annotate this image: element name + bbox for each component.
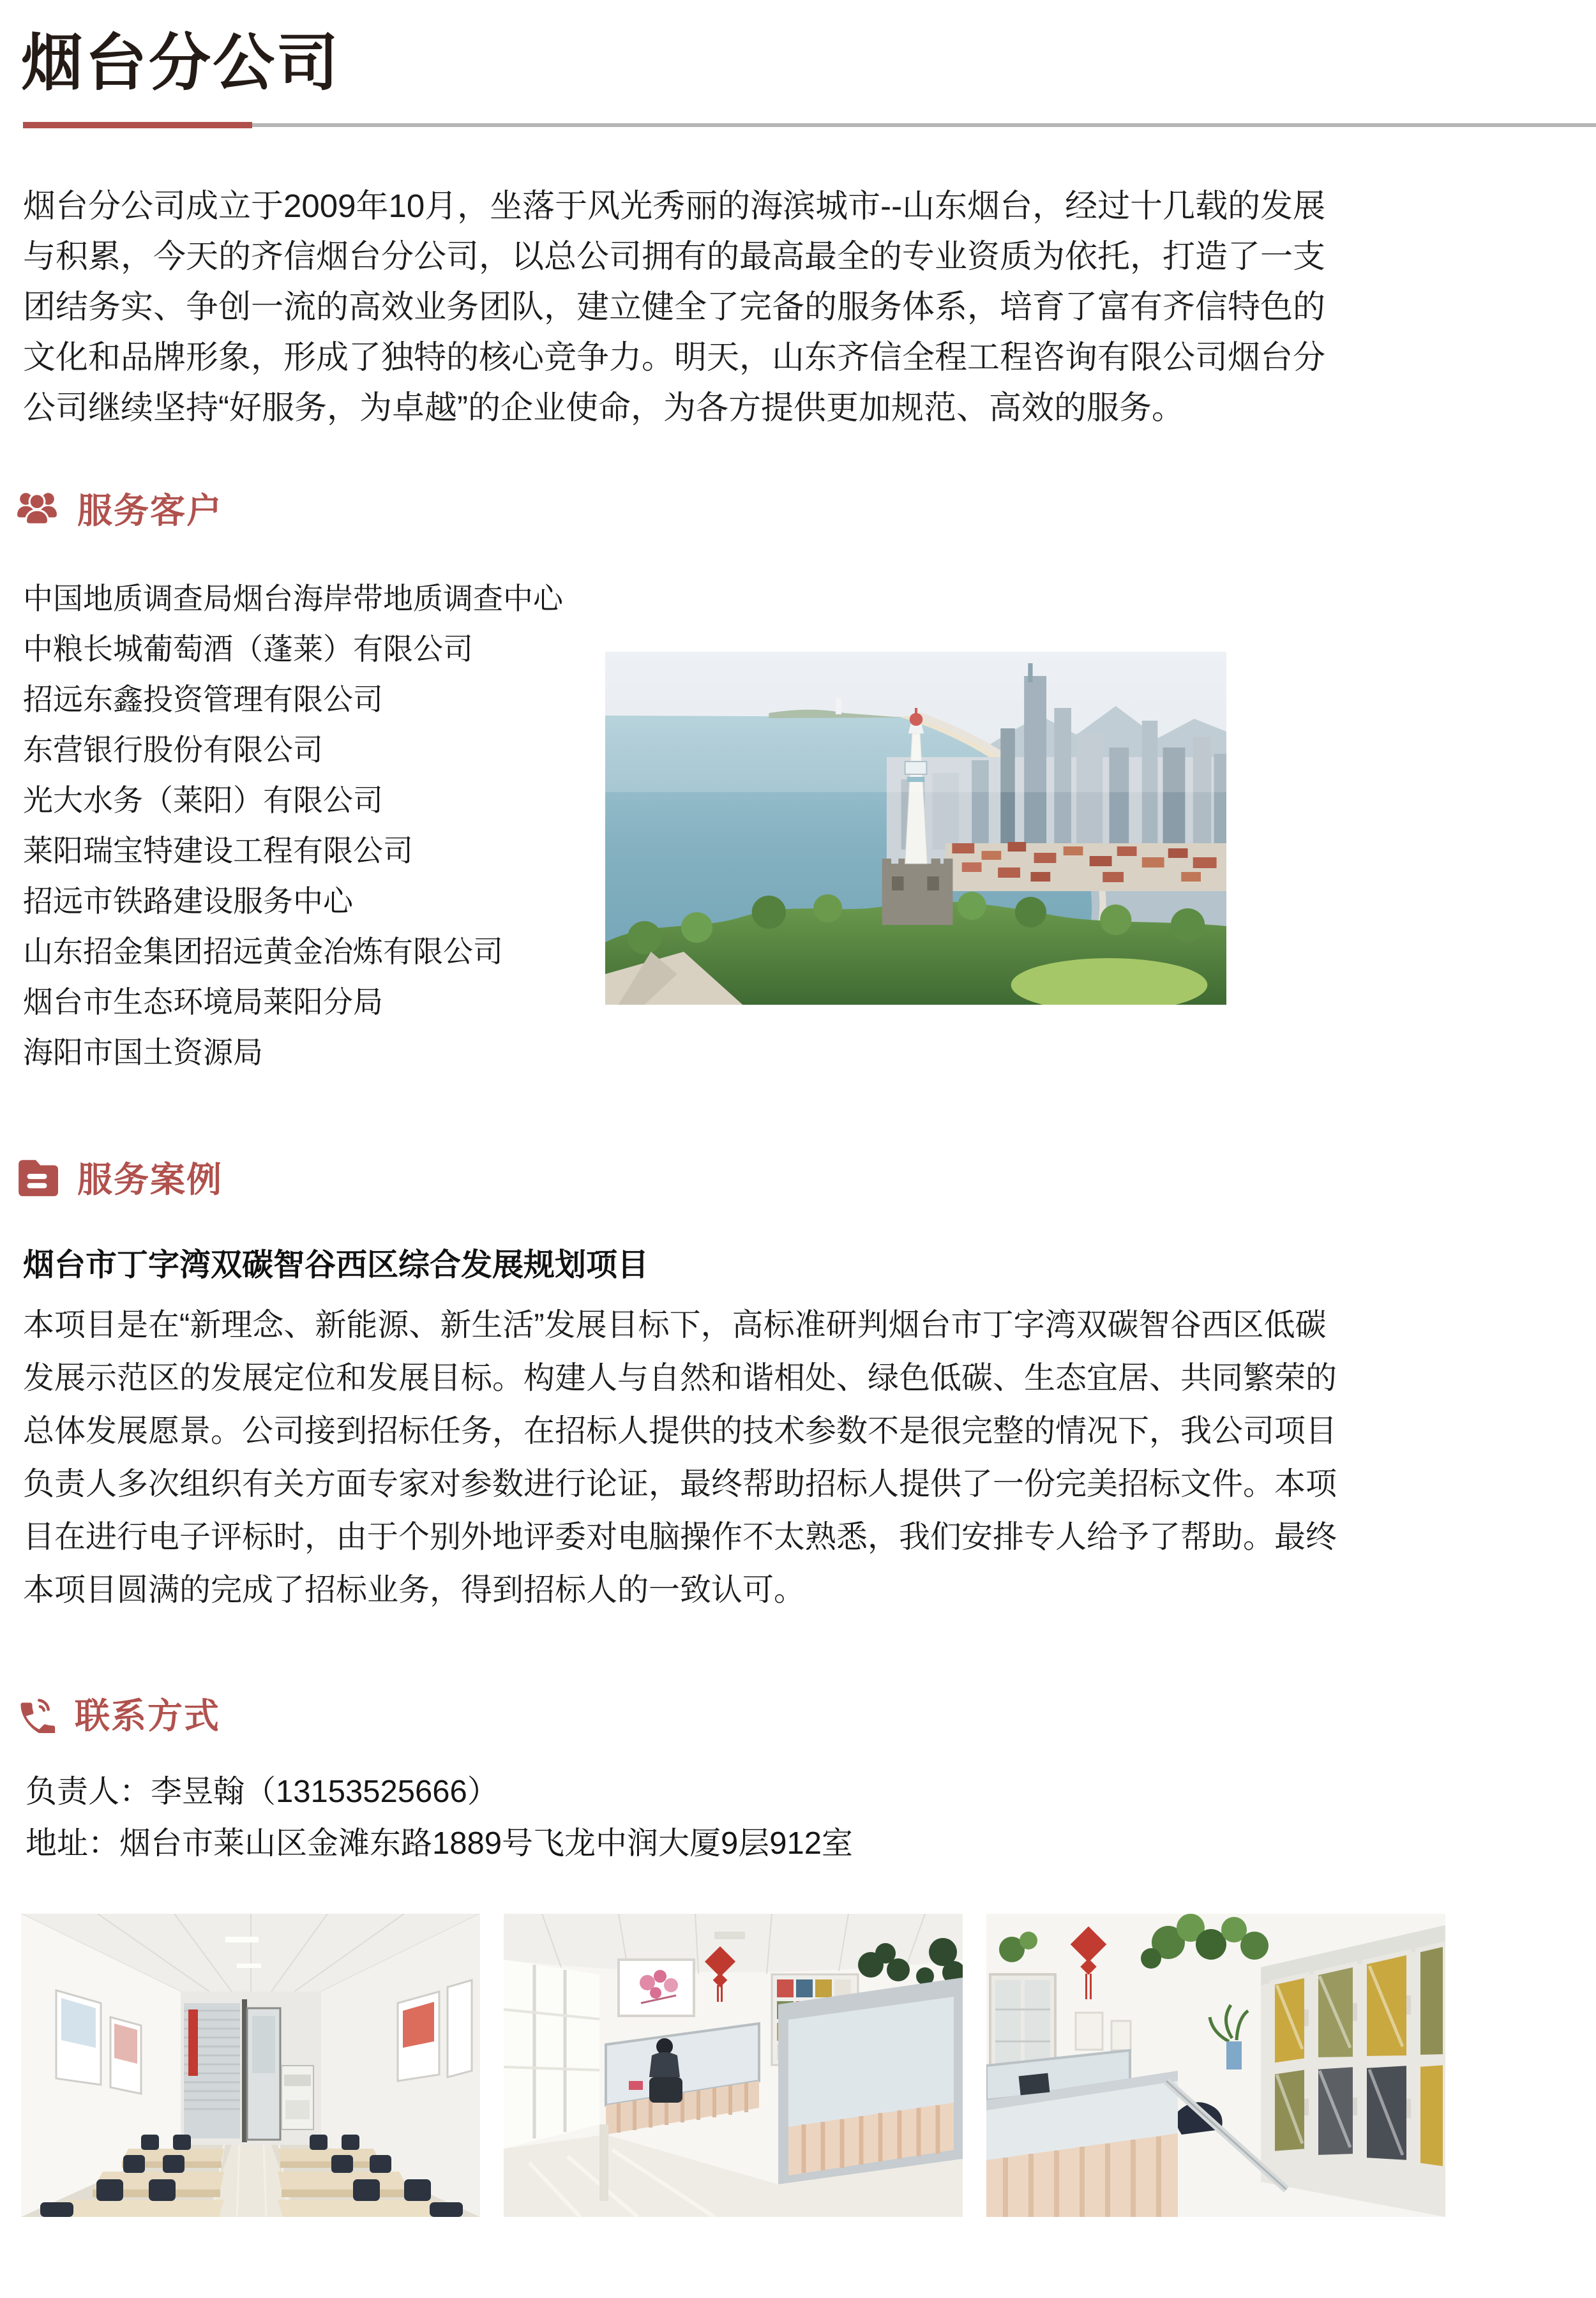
client-item: 招远东鑫投资管理有限公司 (23, 682, 383, 716)
office-cubicles-illustration (504, 1914, 963, 2217)
client-item: 莱阳瑞宝特建设工程有限公司 (23, 834, 413, 867)
phone-icon (16, 1693, 56, 1733)
section-header-contact (16, 1688, 220, 1738)
contact-address: 地址：烟台市莱山区金滩东路1889号飞龙中润大厦9层912室 (26, 1826, 854, 1861)
page-title: 烟台分公司 (21, 28, 340, 98)
office-photo-3 (986, 1914, 1445, 2217)
title-divider-line (252, 123, 1596, 127)
coast-photo (605, 652, 1226, 1005)
office-photo-1 (21, 1914, 480, 2217)
coast-photo-illustration (605, 652, 1226, 1005)
client-item: 东营银行股份有限公司 (23, 733, 323, 767)
section-header-clients (16, 483, 223, 533)
client-item: 中粮长城葡萄酒（蓬莱）有限公司 (23, 632, 473, 666)
training-room-illustration (21, 1914, 480, 2217)
intro-paragraph: 烟台分公司成立于2009年10月，坐落于风光秀丽的海滨城市--山东烟台，经过十几载的发展与积累，今天的齐信烟台分公司，以总公司拥有的最高最全的专业资质为依托，打造了一支团结务实、争创一流的高效业务团队，建立健全了完备的服务体系，培育了富有齐信特色的文化和品牌形象，形成了独特的核心竞争力。明天，山东齐信全程工程咨询有限公司烟台分公司继续坚持“好服务，为卓越”的企业使命，为各方提供更加规范、高效的服务。 (23, 188, 1326, 426)
case-project-title: 烟台市丁字湾双碳智谷西区综合发展规划项目 (23, 1248, 649, 1282)
users-icon (16, 489, 58, 527)
section-header-cases (16, 1152, 223, 1202)
client-item: 海阳市国土资源局 (23, 1035, 263, 1069)
client-item: 中国地质调查局烟台海岸带地质调查中心 (23, 582, 563, 615)
section-title-cases: 服务案例 (77, 1160, 223, 1199)
section-title-contact: 联系方式 (75, 1696, 221, 1736)
section-title-clients: 服务客户 (77, 491, 223, 530)
contact-person: 负责人：李昱翰（13153525666） (26, 1775, 499, 1809)
client-item: 烟台市生态环境局莱阳分局 (23, 985, 383, 1019)
client-item: 山东招金集团招远黄金冶炼有限公司 (23, 935, 503, 968)
client-list (23, 573, 563, 1078)
file-cabinets-illustration (986, 1914, 1445, 2217)
office-photo-2 (504, 1914, 963, 2217)
client-item: 光大水务（莱阳）有限公司 (23, 783, 383, 817)
case-project-text: 本项目是在“新理念、新能源、新生活”发展目标下，高标准研判烟台市丁字湾双碳智谷西区低碳发展示范区的发展定位和发展目标。构建人与自然和谐相处、绿色低碳、生态宜居、共同繁荣的总体发展愿景。公司接到招标任务，在招标人提供的技术参数不是很完整的情况下，我公司项目负责人多次组织有关方面专家对参数进行论证，最终帮助招标人提供了一份完美招标文件。本项目在进行电子评标时，由于个别外地评委对电脑操作不太熟悉，我们安排专人给予了帮助。最终本项目圆满的完成了招标业务，得到招标人的一致认可。 (23, 1308, 1337, 1607)
client-item: 招远市铁路建设服务中心 (23, 884, 353, 918)
folder-icon (16, 1157, 58, 1197)
title-divider-accent (23, 122, 252, 128)
